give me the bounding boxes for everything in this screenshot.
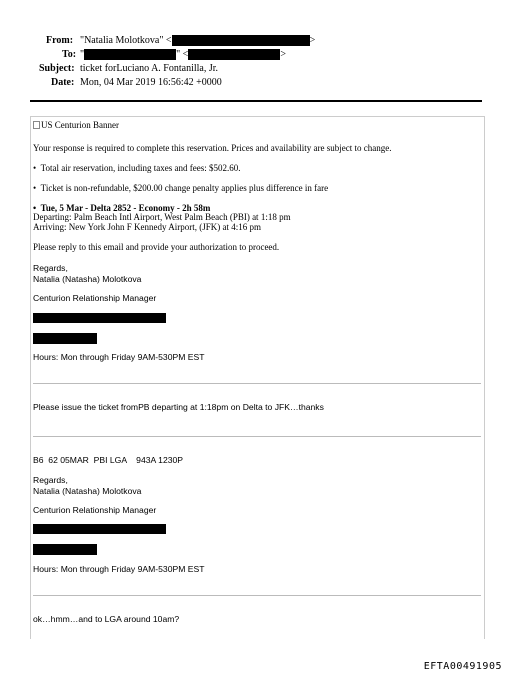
- banner-image: US Centurion Banner: [33, 120, 119, 130]
- date-value: Mon, 04 Mar 2019 16:56:42 +0000: [80, 77, 222, 88]
- intro-text: Your response is required to complete this reservation. Prices and availability are subject to change.: [33, 143, 392, 153]
- bullet-item: • Total air reservation, including taxes and fees: $502.60.: [33, 163, 241, 173]
- hours-text: Hours: Mon through Friday 9AM-530PM EST: [33, 564, 205, 574]
- flight-summary: • Tue, 5 Mar - Delta 2852 - Economy - 2h 58m: [33, 203, 211, 213]
- subject-label: Subject:: [39, 63, 75, 74]
- date-label: Date:: [51, 77, 75, 88]
- message-divider: [33, 436, 481, 437]
- flight-line: B6 62 05MAR PBI LGA 943A 1230P: [33, 455, 184, 465]
- from-value: "Natalia Molotkova" < >: [80, 35, 316, 46]
- sender-name: Natalia (Natasha) Molotkova: [33, 274, 142, 284]
- message-divider: [33, 383, 481, 384]
- redaction-block: [84, 49, 176, 60]
- sender-title: Centurion Relationship Manager: [33, 293, 157, 303]
- redaction-block: [33, 333, 97, 344]
- reply-message: ok…hmm…and to LGA around 10am?: [33, 614, 180, 624]
- email-body: [30, 116, 485, 639]
- broken-image-icon: [33, 121, 40, 129]
- subject-value: ticket forLuciano A. Fontanilla, Jr.: [80, 63, 219, 74]
- redaction-block: [172, 35, 310, 46]
- reply-message: Please issue the ticket fromPB departing at 1:18pm on Delta to JFK…thanks: [33, 402, 324, 412]
- header-divider: [30, 100, 482, 102]
- bullet-item: • Ticket is non-refundable, $200.00 change penalty applies plus difference in fare: [33, 183, 329, 193]
- departing-text: Departing: Palm Beach Intl Airport, West Palm Beach (PBI) at 1:18 pm: [33, 212, 291, 222]
- sender-name: Natalia (Natasha) Molotkova: [33, 486, 142, 496]
- from-label: From:: [46, 35, 74, 46]
- to-value: " " < >: [80, 49, 286, 60]
- reply-text: Please reply to this email and provide your authorization to proceed.: [33, 242, 280, 252]
- to-label: To:: [62, 49, 77, 60]
- redaction-block: [188, 49, 280, 60]
- redaction-block: [33, 524, 166, 534]
- document-id: EFTA00491905: [423, 661, 502, 672]
- regards-text: Regards,: [33, 475, 68, 485]
- redaction-block: [33, 313, 166, 323]
- sender-title: Centurion Relationship Manager: [33, 505, 157, 515]
- hours-text: Hours: Mon through Friday 9AM-530PM EST: [33, 352, 205, 362]
- message-divider: [33, 595, 481, 596]
- redaction-block: [33, 544, 97, 555]
- arriving-text: Arriving: New York John F Kennedy Airport, (JFK) at 4:16 pm: [33, 222, 261, 232]
- regards-text: Regards,: [33, 263, 68, 273]
